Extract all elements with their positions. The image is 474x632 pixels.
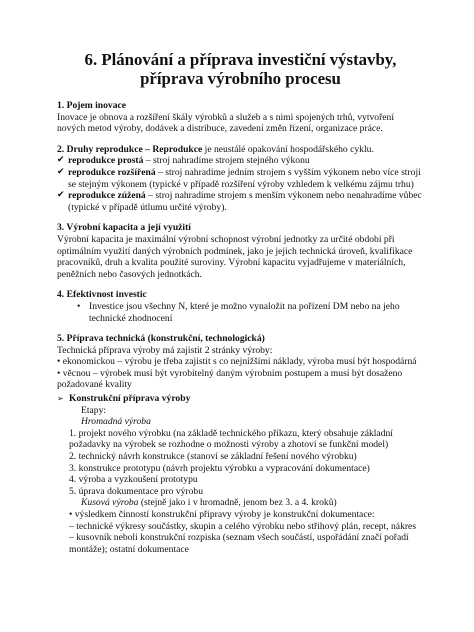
kusova-line xyxy=(69,497,424,509)
hromadna-label: Hromadná výroba xyxy=(81,416,151,428)
result-line: – technické výkresy součástky, skupin a celého výrobku nebo střihový plán, recept, nákres xyxy=(69,520,417,532)
section-inovace xyxy=(57,100,424,135)
section-title-rest: je neustálé opakování hospodářského cyklu. xyxy=(202,143,374,155)
section-line: • ekonomickou – výrobu je třeba zajistit s co nejnižšími náklady, výroba musí být hospodárná xyxy=(57,356,417,368)
step-item: 5. úprava dokumentace pro výrobu xyxy=(69,485,204,497)
etapy-label: Etapy: xyxy=(81,404,107,416)
arrow-bullet-icon: ➢ xyxy=(57,394,64,404)
kusova-rest: (stejně jako i v hromadně, jenom bez 3. a 4. kroků) xyxy=(138,497,337,509)
section-text: Výrobní kapacita je maximální výrobní schopnost výrobní jednotky za určité období při optimálním využití daných výrobních podmínek, jako je jejich technická úroveň, kvalifikace pracovníků, druh a kvalita použité suroviny. Výrobní kapacitu vyjadřujeme v materiálních, peněžních nebo časových jednotkách. xyxy=(57,233,413,280)
page-title: 6. Plánování a příprava investiční výstavby, příprava výrobního procesu xyxy=(84,50,397,88)
subsection-title: Konstrukční příprava výroby xyxy=(69,393,191,405)
list-item xyxy=(57,155,424,167)
section-text: Inovace je obnova a rozšíření škály výrobků a služeb a s nimi spojených trhů, vytvoření nových metod výroby, dodávek a distribuce, zavedení změn řízení, organizace práce. xyxy=(57,111,395,135)
reprodukce-list xyxy=(57,155,424,213)
subsection-body xyxy=(57,405,424,556)
list-item xyxy=(57,190,424,213)
section-kapacita xyxy=(57,222,424,280)
item-text: – stroj nahradíme strojem stejného výkonu xyxy=(143,155,310,167)
section-title: 3. Výrobní kapacita a její využití xyxy=(57,222,191,234)
step-item: 3. konstrukce prototypu (návrh projektu výrobku a vypracování dokumentace) xyxy=(69,462,370,474)
item-term: reprodukce zúžená xyxy=(68,190,146,202)
subsection-heading xyxy=(57,393,424,405)
bullet-icon: • xyxy=(77,300,81,312)
section-title: 5. Příprava technická (konstrukční, technologická) xyxy=(57,333,265,345)
item-text: – stroj nahradíme strojem s menším výkonem nebo nenahradíme vůbec (typické v případě útlumu určité výroby). xyxy=(68,190,422,213)
check-mark-icon: ✔ xyxy=(57,166,65,177)
section-priprava xyxy=(57,333,424,555)
section-intro: Technická příprava výroby má zajistit 2 stránky výroby: xyxy=(57,344,273,356)
check-mark-icon: ✔ xyxy=(57,190,65,201)
section-title-bold: 2. Druhy reprodukce – Reprodukce xyxy=(57,143,203,155)
section-title: 1. Pojem inovace xyxy=(57,100,127,111)
efektivnost-list xyxy=(57,301,424,324)
item-term: reprodukce prostá xyxy=(68,155,144,167)
section-title: 4. Efektivnost investic xyxy=(57,289,147,301)
item-text: Investice jsou všechny N, které je možno vynaložit na pořízení DM nebo na jeho technické zhodnocení xyxy=(89,300,400,324)
list-item xyxy=(57,167,424,190)
result-line: – kusovník neboli konstrukční rozpiska (seznam všech součástí, uspořádání značí pořadí montáže); ostatní dokumentace xyxy=(69,532,409,555)
list-item xyxy=(77,301,424,324)
kusova-term: Kusová výroba xyxy=(81,497,139,509)
section-reprodukce xyxy=(57,144,424,214)
check-mark-icon: ✔ xyxy=(57,155,65,166)
step-item: 4. výroba a vyzkoušení prototypu xyxy=(69,474,198,486)
item-term: reprodukce rozšířená xyxy=(68,166,156,178)
section-efektivnost xyxy=(57,289,424,324)
result-line: • výsledkem činností konstrukční přípravy výroby je konstrukční dokumentace: xyxy=(69,509,375,520)
item-text: – stroj nahradíme jedním strojem s vyšším výkonem nebo více stroji se stejným výkonem (typické v případě rozšíření výroby vzhledem k velkému zájmu trhu) xyxy=(68,166,421,190)
step-item: 1. projekt nového výrobku (na základě technického příkazu, který obsahuje základní požadavky na výrobek se rozhodne o možnosti výroby a zhotoví se funkční model) xyxy=(69,427,393,451)
section-title xyxy=(57,144,424,156)
section-line: • věcnou – výrobek musí být vyrobitelný daným výrobním postupem a musí být dosaženo požadované kvality xyxy=(57,367,403,391)
step-item: 2. technický návrh konstrukce (stanoví se základní řešení nového výrobku) xyxy=(69,451,357,463)
